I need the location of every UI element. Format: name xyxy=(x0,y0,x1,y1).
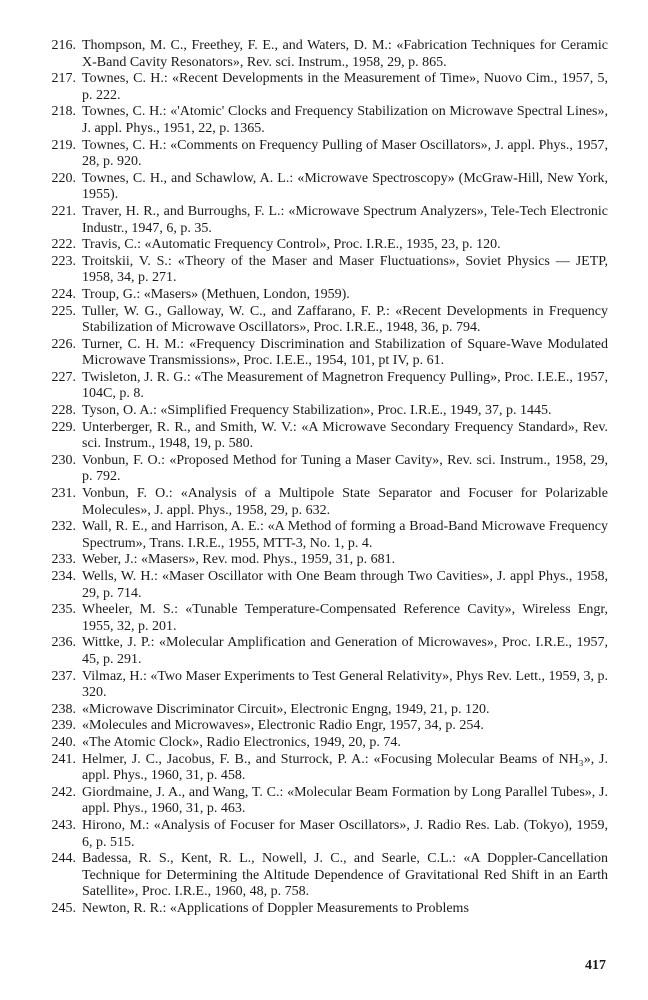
reference-text: Tuller, W. G., Galloway, W. C., and Zaffarano, F. P.: «Recent Developments in Frequency Stabilization of Microwave Oscillators», Proc. I.R.E., 1948, 36, p. 794. xyxy=(82,303,608,336)
reference-text: «Microwave Discriminator Circuit», Electronic Engng, 1949, 21, p. 120. xyxy=(82,701,490,717)
reference-entry xyxy=(28,901,608,918)
page-number: 417 xyxy=(585,958,606,973)
reference-text: Townes, C. H.: «Recent Developments in the Measurement of Time», Nuovo Cim., 1957, 5, p. 222. xyxy=(82,71,608,103)
reference-text: Townes, C. H.: «Comments on Frequency Pulling of Maser Oscillators», J. appl. Phys., 1957, 28, p. 920. xyxy=(82,137,608,170)
reference-text: Troitskii, V. S.: «Theory of the Maser and Maser Fluctuations», Soviet Physics — JETP, 1958, 34, p. 271. xyxy=(82,253,608,286)
reference-text: Thompson, M. C., Freethey, F. E., and Waters, D. M.: «Fabrication Techniques for Ceramic X-Band Cavity Resonators», Rev. sci. Instrum., 1958, 29, p. 865. xyxy=(82,38,608,70)
reference-entry xyxy=(28,785,608,818)
reference-entry xyxy=(28,702,608,719)
reference-text: Vonbun, F. O.: «Proposed Method for Tuning a Maser Cavity», Rev. sci. Instrum., 1958, 29, p. 792. xyxy=(82,452,608,485)
reference-entry xyxy=(28,552,608,569)
reference-entry xyxy=(28,486,608,519)
reference-number: 240. xyxy=(51,734,76,750)
reference-text: «Molecules and Microwaves», Electronic Radio Engr, 1957, 34, p. 254. xyxy=(82,718,484,734)
reference-text: Newton, R. R.: «Applications of Doppler Measurements to Problems xyxy=(82,900,469,916)
reference-number: 216. xyxy=(51,38,76,53)
reference-number: 220. xyxy=(51,170,76,186)
reference-number: 234. xyxy=(51,569,76,584)
reference-number: 237. xyxy=(51,668,76,684)
reference-number: 218. xyxy=(51,104,76,120)
reference-entry xyxy=(28,138,608,171)
reference-entry xyxy=(28,635,608,668)
reference-number: 232. xyxy=(51,519,76,535)
reference-entry xyxy=(28,669,608,702)
reference-text: Townes, C. H., and Schawlow, A. L.: «Microwave Spectroscopy» (McGraw-Hill, New York, 1955). xyxy=(82,170,608,203)
reference-entry xyxy=(28,718,608,735)
reference-entry xyxy=(28,453,608,486)
reference-text: Townes, C. H.: «'Atomic' Clocks and Frequency Stabilization on Microwave Spectral Lines», J. appl. Phys., 1951, 22, p. 1365. xyxy=(82,104,608,136)
reference-entry xyxy=(28,519,608,552)
reference-entry xyxy=(28,420,608,453)
reference-number: 238. xyxy=(51,701,76,717)
reference-number: 227. xyxy=(51,369,76,385)
reference-number: 224. xyxy=(51,286,76,302)
reference-entry xyxy=(28,204,608,237)
reference-number: 228. xyxy=(51,403,76,419)
reference-entry xyxy=(28,818,608,851)
reference-text: Traver, H. R., and Burroughs, F. L.: «Microwave Spectrum Analyzers», Tele-Tech Electronic Industr., 1947, 6, p. 35. xyxy=(82,203,608,236)
reference-text: Wittke, J. P.: «Molecular Amplification and Generation of Microwaves», Proc. I.R.E., 1957, 45, p. 291. xyxy=(82,635,608,667)
reference-text: Hirono, M.: «Analysis of Focuser for Maser Oscillators», J. Radio Res. Lab. (Tokyo), 1959, 6, p. 515. xyxy=(82,817,608,850)
reference-number: 229. xyxy=(51,419,76,435)
reference-entry xyxy=(28,403,608,420)
reference-text: Twisleton, J. R. G.: «The Measurement of Magnetron Frequency Pulling», Proc. I.E.E., 1957, 104C, p. 8. xyxy=(82,369,608,402)
reference-number: 217. xyxy=(51,71,76,87)
reference-number: 235. xyxy=(51,602,76,618)
reference-entry xyxy=(28,602,608,635)
reference-text: Giordmaine, J. A., and Wang, T. C.: «Molecular Beam Formation by Long Parallel Tubes», J. appl. Phys., 1960, 31, p. 463. xyxy=(82,784,608,817)
reference-text: Travis, C.: «Automatic Frequency Control», Proc. I.R.E., 1935, 23, p. 120. xyxy=(82,237,501,253)
reference-text: Unterberger, R. R., and Smith, W. V.: «A Microwave Secondary Frequency Standard», Rev. sci. Instrum., 1948, 19, p. 580. xyxy=(82,419,608,452)
reference-number: 219. xyxy=(51,137,76,153)
reference-number: 233. xyxy=(51,552,76,568)
reference-number: 236. xyxy=(51,635,76,651)
reference-entry xyxy=(28,370,608,403)
reference-number: 244. xyxy=(51,851,76,867)
reference-entry xyxy=(28,735,608,752)
reference-number: 223. xyxy=(51,253,76,269)
reference-text: Wall, R. E., and Harrison, A. E.: «A Method of forming a Broad-Band Microwave Frequency Spectrum», Trans. I.R.E., 1955, MTT-3, No. 1, p. 4. xyxy=(82,519,608,551)
reference-text: «The Atomic Clock», Radio Electronics, 1949, 20, p. 74. xyxy=(82,734,401,750)
reference-text: Wells, W. H.: «Maser Oscillator with One Beam through Two Cavities», J. appl Phys., 1958, 29, p. 714. xyxy=(82,569,608,601)
reference-text: Wheeler, M. S.: «Tunable Temperature-Compensated Reference Cavity», Wireless Engr, 1955, 32, p. 201. xyxy=(82,602,608,634)
reference-entry xyxy=(28,851,608,901)
reference-text: Tyson, O. A.: «Simplified Frequency Stabilization», Proc. I.R.E., 1949, 37, p. 1445. xyxy=(82,403,552,419)
reference-entry xyxy=(28,304,608,337)
reference-entry xyxy=(28,569,608,602)
reference-entry xyxy=(28,171,608,204)
reference-entry xyxy=(28,337,608,370)
reference-number: 226. xyxy=(51,336,76,352)
reference-entry xyxy=(28,71,608,104)
reference-text: Troup, G.: «Masers» (Methuen, London, 1959). xyxy=(82,286,350,302)
reference-entry xyxy=(28,287,608,304)
reference-number: 222. xyxy=(51,237,76,253)
reference-list xyxy=(28,38,608,917)
reference-number: 242. xyxy=(51,784,76,800)
reference-number: 231. xyxy=(51,486,76,502)
reference-entry xyxy=(28,254,608,287)
reference-text: Vilmaz, H.: «Two Maser Experiments to Test General Relativity», Phys Rev. Lett., 1959, 3, p. 320. xyxy=(82,668,608,701)
reference-text: Weber, J.: «Masers», Rev. mod. Phys., 1959, 31, p. 681. xyxy=(82,552,396,568)
reference-entry xyxy=(28,38,608,71)
reference-number: 241. xyxy=(51,751,76,767)
reference-text: Vonbun, F. O.: «Analysis of a Multipole State Separator and Focuser for Polarizable Molecules», J. appl. Phys., 1958, 29, p. 632. xyxy=(82,486,608,518)
reference-number: 221. xyxy=(51,203,76,219)
reference-entry xyxy=(28,237,608,254)
reference-entry xyxy=(28,752,608,785)
reference-number: 239. xyxy=(51,718,76,734)
reference-text: Turner, C. H. M.: «Frequency Discrimination and Stabilization of Square-Wave Modulated Microwave Transmissions», Proc. I.E.E., 1954, 101, pt IV, p. 61. xyxy=(82,336,608,369)
reference-text: Helmer, J. C., Jacobus, F. B., and Sturrock, P. A.: «Focusing Molecular Beams of NH₃», J. appl. Phys., 1960, 31, p. 458. xyxy=(82,751,608,784)
reference-number: 230. xyxy=(51,452,76,468)
reference-number: 243. xyxy=(51,817,76,833)
reference-text: Badessa, R. S., Kent, R. L., Nowell, J. C., and Searle, C.L.: «A Doppler-Cancellation Technique for Determining the Altitude Dependence of Gravitational Red Shift in an Earth Satellite», Proc. I.R.E., 1960, 48, p. 758. xyxy=(82,851,608,900)
reference-number: 225. xyxy=(51,303,76,319)
reference-entry xyxy=(28,104,608,137)
reference-number: 245. xyxy=(51,900,76,916)
